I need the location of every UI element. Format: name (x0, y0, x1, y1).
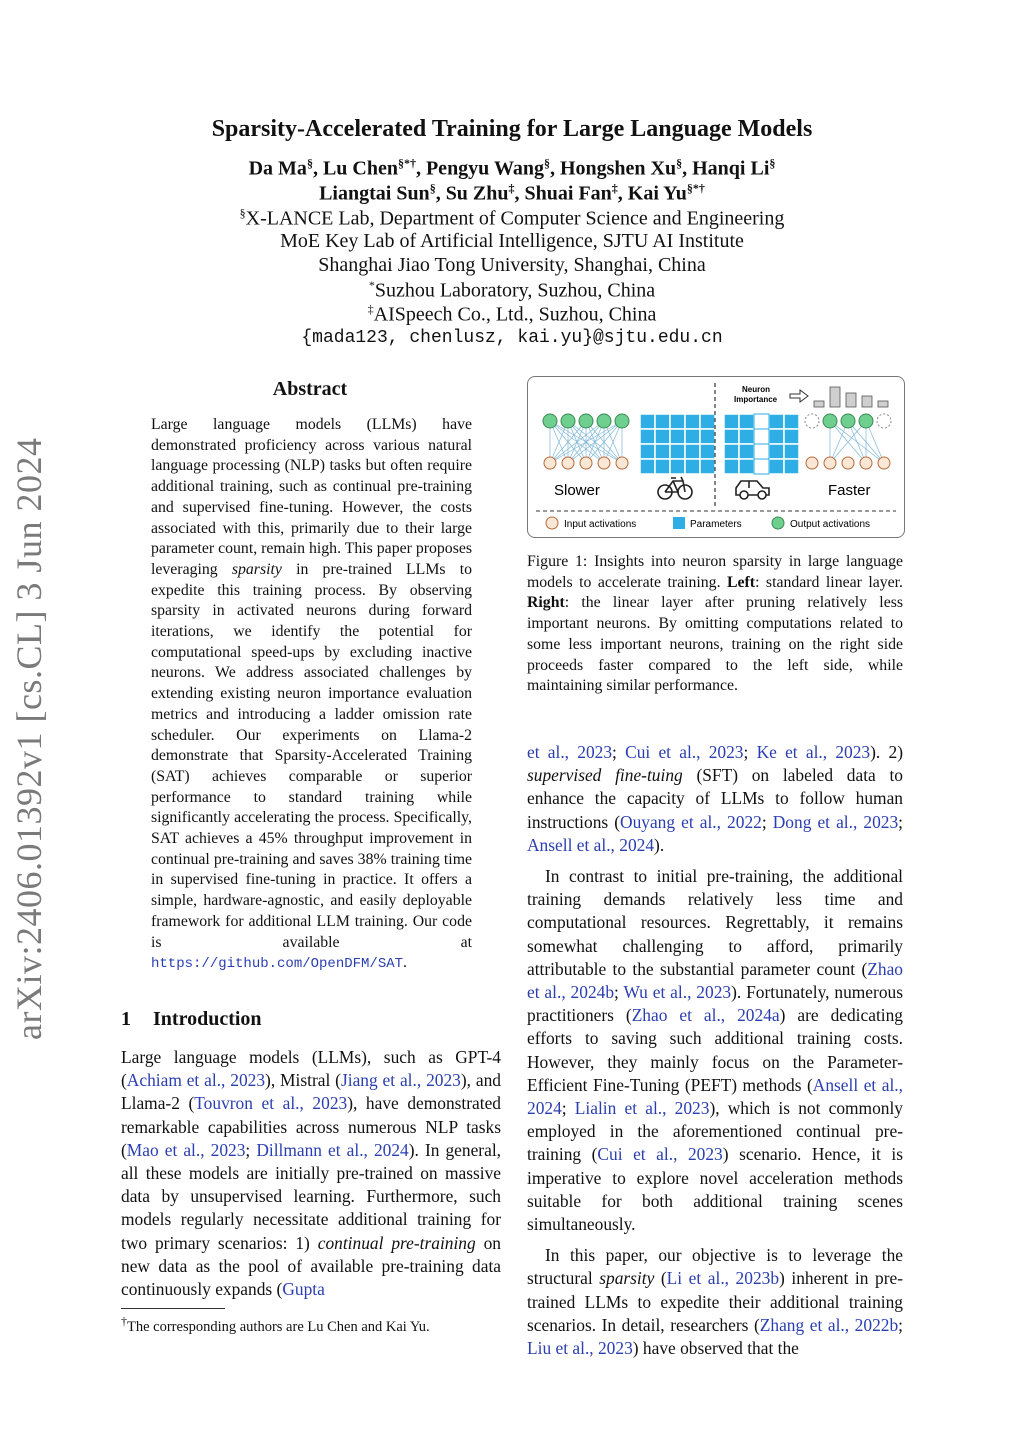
paper-title: Sparsity-Accelerated Training for Large Language Models (211, 116, 813, 142)
citation[interactable]: Li et al., 2023b (666, 1268, 780, 1289)
legend-input-label: Input activations (564, 519, 637, 530)
citation[interactable]: Cui et al., 2023 (597, 1144, 723, 1165)
faster-label: Faster (828, 482, 871, 499)
slower-label: Slower (554, 482, 600, 499)
citation[interactable]: Ke et al., 2023 (756, 742, 871, 762)
affiliation-2: MoE Key Lab of Artificial Intelligence, SJTU AI Institute (280, 230, 744, 252)
citation[interactable]: et al., 2023 (527, 742, 613, 762)
importance-bars (814, 387, 888, 407)
legend-output-swatch (772, 517, 784, 529)
author-name: Shuai Fan (524, 182, 612, 205)
citation[interactable]: Lialin et al., 2023 (574, 1098, 710, 1119)
citation[interactable]: Zhang et al., 2022b (759, 1314, 899, 1335)
pruned-column (754, 414, 769, 474)
section-heading-introduction: 1 Introduction (121, 1008, 262, 1030)
author-name: Su Zhu (445, 182, 509, 205)
right-column-body (527, 741, 903, 1360)
citation[interactable]: Mao et al., 2023 (126, 1139, 246, 1160)
figure-1-illustration (528, 377, 904, 537)
citation[interactable]: Touvron et al., 2023 (194, 1093, 348, 1114)
affiliation-3: Shanghai Jiao Tong University, Shanghai, China (318, 254, 706, 276)
citation[interactable]: Ansell et al., 2024 (527, 1074, 903, 1119)
author-name: Liangtai Sun (319, 182, 430, 205)
intro-paragraph: Large language models (LLMs), such as GPT-4 (Achiam et al., 2023), Mistral (Jiang et al., 2023), and Llama-2 (Touvron et al., 2023), have demonstrated remarkable capabilities across numerous NLP tasks (Mao et al., 2023; Dillmann et al., 2024). In general, all these models are initially pre-trained on massive data by unsupervised learning. Furthermore, such models regularly necessitate additional training for two primary scenarios: 1) continual pre-training on new data as the pool of available pre-training data continuously expands (Gupta (121, 1047, 502, 1300)
author-name: Lu Chen (322, 157, 398, 180)
author-name: Pengyu Wang (425, 157, 544, 180)
citation[interactable]: Ouyang et al., 2022 (620, 811, 762, 832)
right-output-neurons (823, 414, 873, 428)
legend-output-label: Output activations (790, 519, 871, 530)
figure-caption: Figure 1: Insights into neuron sparsity in large language models to accelerate training. Left: standard linear layer. Right: the linear layer after pruning relatively less important neurons. By omitting computations related to some less important neurons, training on the right side proceeds faster compared to the left side, while maintaining similar performance. (527, 553, 903, 695)
author-name: Hongshen Xu (559, 157, 677, 180)
citation[interactable]: Jiang et al., 2023 (340, 1070, 461, 1091)
citation[interactable]: Cui et al., 2023 (625, 742, 744, 762)
citation[interactable]: Ansell et al., 2024 (527, 834, 655, 855)
footnote: †The corresponding authors are Lu Chen and Kai Yu. (121, 1314, 430, 1335)
author-emails: {mada123, chenlusz, kai.yu}@sjtu.edu.cn (301, 328, 723, 348)
affiliation-4: *Suzhou Laboratory, Suzhou, China (368, 278, 656, 302)
author-name: Da Ma (248, 157, 307, 180)
affiliation-1: §X-LANCE Lab, Department of Computer Science and Engineering (239, 206, 785, 230)
figure-1 (527, 376, 905, 538)
legend-params-label: Parameters (690, 519, 742, 530)
car-icon (736, 481, 769, 499)
citation[interactable]: Wu et al., 2023 (623, 982, 732, 1003)
paragraph: et al., 2023; Cui et al., 2023; Ke et al., 2023). 2) supervised fine-tuing (SFT) on labeled data to enhance the capacity of LLMs to follow human instructions (Ouyang et al., 2022; Dong et al., 2023; Ansell et al., 2024). (527, 742, 904, 855)
right-input-neurons (806, 457, 890, 469)
citation[interactable]: Liu et al., 2023 (527, 1338, 633, 1359)
citation[interactable]: Zhao et al., 2024a (631, 1005, 780, 1026)
neuron-importance-label: Neuron Importance (734, 385, 778, 404)
abstract-heading: Abstract (272, 378, 348, 400)
author-line-2: Liangtai Sun§, Su Zhu‡, Shuai Fan‡, Kai Yu§*† (319, 181, 705, 205)
citation[interactable]: Dillmann et al., 2024 (256, 1139, 409, 1160)
footnote-rule (121, 1308, 225, 1309)
paragraph: In contrast to initial pre-training, the additional training demands relatively less time and computational resources. Regrettably, it remains somewhat challenging to afford, primarily attributable to the substantial parameter count (Zhao et al., 2024b; Wu et al., 2023). Fortunately, numerous practitioners (Zhao et al., 2024a) are dedicating efforts to saving such additional training costs. However, they mainly focus on the Parameter-Efficient Fine-Tuning (PEFT) methods (Ansell et al., 2024; Lialin et al., 2023), which is not commonly employed in the aforementioned continual pre-training (Cui et al., 2023) scenario. Hence, it is imperative to explore novel acceleration methods suitable for both additional training scenes simultaneously. (527, 866, 904, 1235)
arxiv-stamp: arXiv:2406.01392v1 [cs.CL] 3 Jun 2024 (9, 437, 49, 1040)
affiliation-5: ‡AISpeech Co., Ltd., Suzhou, China (367, 302, 657, 326)
citation[interactable]: Gupta (282, 1279, 325, 1300)
paragraph: In this paper, our objective is to leverage the structural sparsity (Li et al., 2023b) inherent in pre-trained LLMs to expedite their additional training scenarios. In detail, researchers (Zhang et al., 2022b; Liu et al., 2023) have observed that the (527, 1245, 903, 1359)
citation[interactable]: Achiam et al., 2023 (126, 1070, 266, 1091)
citation[interactable]: Dong et al., 2023 (772, 811, 899, 832)
code-link[interactable]: https://github.com/OpenDFM/SAT (151, 956, 404, 973)
author-name: Kai Yu (627, 182, 687, 205)
author-name: Hanqi Li (692, 157, 770, 180)
right-network (830, 421, 884, 463)
citation[interactable]: Zhao et al., 2024b (527, 958, 903, 1003)
legend-params-swatch (673, 517, 685, 529)
legend-input-swatch (546, 517, 558, 529)
bicycle-icon (658, 477, 692, 499)
author-line-1: Da Ma§, Lu Chen§*†, Pengyu Wang§, Hongshen Xu§, Hanqi Li§ (248, 156, 776, 180)
abstract-body: Large language models (LLMs) have demonstrated proficiency across various natural language processing (NLP) tasks but often require additional training, such as continual pre-training and supervised fine-tuning. However, the costs associated with this, primarily due to their large parameter count, remain high. This paper proposes leveraging sparsity in pre-trained LLMs to expedite this training process. By observing sparsity in activated neurons during forward iterations, we identify the potential for computational speed-ups by excluding inactive neurons. We address associated challenges by extending existing neuron importance evaluation metrics and introducing a ladder omission rate scheduler. Our experiments on Llama-2 demonstrate that Sparsity-Accelerated Training (SAT) achieves comparable or superior performance to standard training while significantly accelerating the process. Specifically, SAT achieves a 45% throughput improvement in continual pre-training and saves 38% training time in supervised fine-tuning in practice. It offers a simple, hardware-agnostic, and easily deployable framework for additional LLM training. Our code is available at https://github.com/OpenDFM/SAT. (151, 416, 472, 973)
left-parameter-grid (640, 414, 715, 474)
arrow-right-icon (790, 390, 808, 402)
